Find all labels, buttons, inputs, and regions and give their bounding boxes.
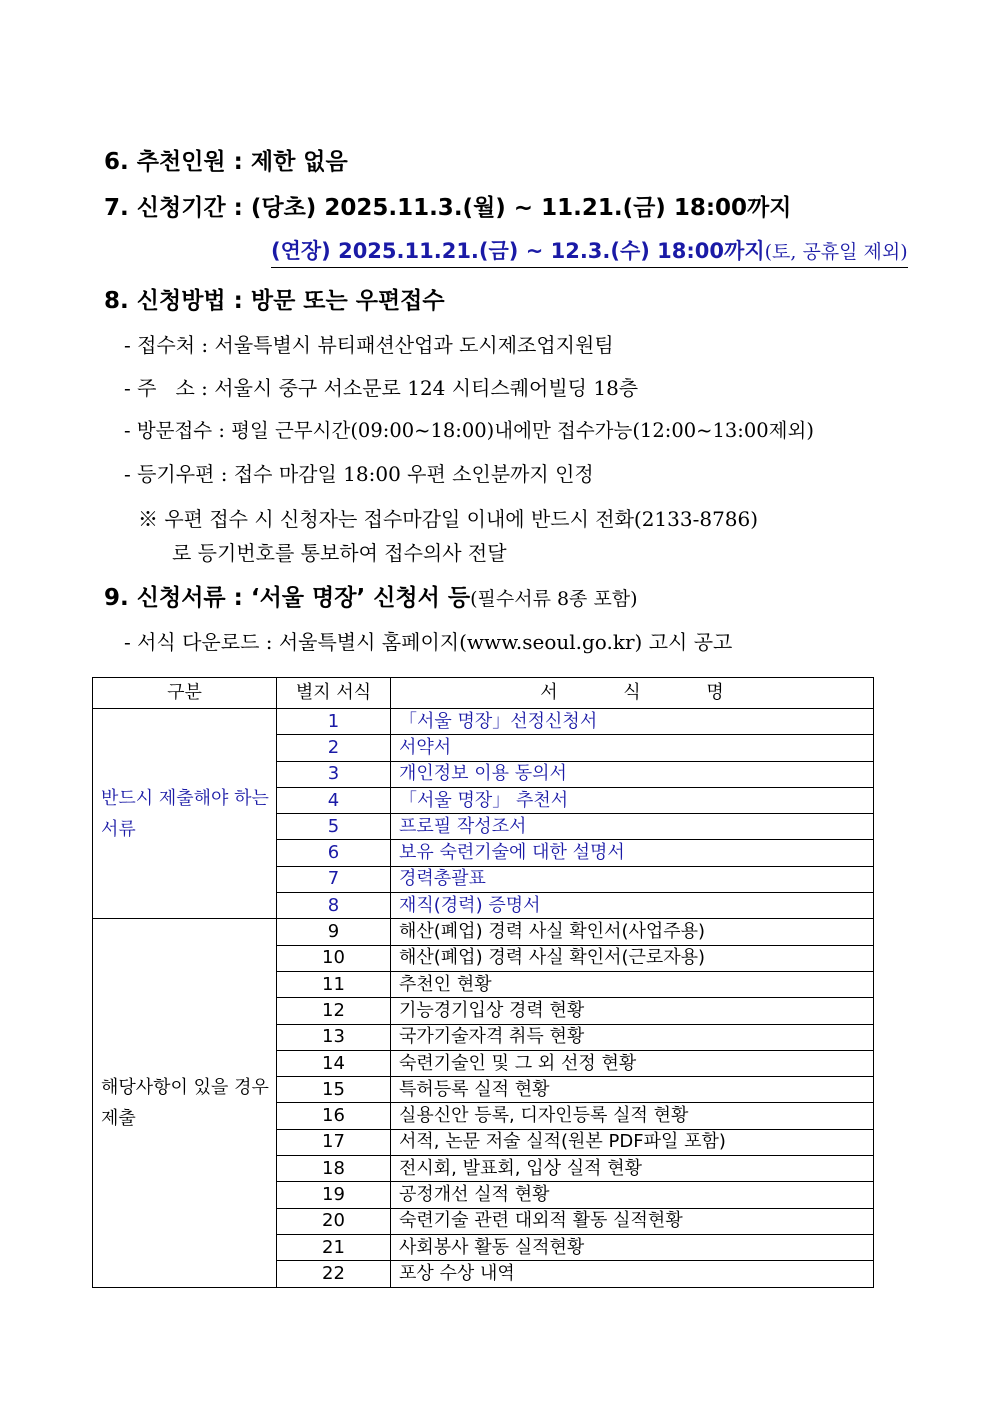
form-number-cell: 6 <box>277 840 391 866</box>
form-name-cell: 보유 숙련기술에 대한 설명서 <box>391 840 874 866</box>
form-number-cell: 12 <box>277 998 391 1024</box>
section-8-title: 신청방법 : 방문 또는 우편접수 <box>136 288 445 314</box>
header-form-number: 별지 서식 <box>277 678 391 709</box>
form-number-cell: 21 <box>277 1234 391 1260</box>
extension-dates: (연장) 2025.11.21.(금) ~ 12.3.(수) 18:00까지 <box>271 239 765 263</box>
form-number-cell: 22 <box>277 1261 391 1287</box>
form-name-cell: 포상 수상 내역 <box>391 1261 874 1287</box>
form-number-cell: 11 <box>277 971 391 997</box>
form-name-cell: 국가기술자격 취득 현황 <box>391 1024 874 1050</box>
form-number-cell: 4 <box>277 787 391 813</box>
section-9-heading <box>104 584 638 613</box>
form-number-cell: 15 <box>277 1077 391 1103</box>
form-name-cell: 「서울 명장」 추천서 <box>391 787 874 813</box>
form-number-cell: 18 <box>277 1156 391 1182</box>
form-name-cell: 숙련기술 관련 대외적 활동 실적현황 <box>391 1208 874 1234</box>
section-7-number: 7. <box>104 195 129 221</box>
form-number-cell: 17 <box>277 1129 391 1155</box>
form-name-cell: 해산(폐업) 경력 사실 확인서(근로자용) <box>391 945 874 971</box>
registered-mail: - 등기우편 : 접수 마감일 18:00 우편 소인분까지 인정 <box>124 462 594 486</box>
mail-note-line2: 로 등기번호를 통보하여 접수의사 전달 <box>172 541 507 565</box>
section-9-number: 9. <box>104 585 129 611</box>
form-name-cell: 경력총괄표 <box>391 866 874 892</box>
section-7-heading <box>104 194 791 222</box>
address: - 주 소 : 서울시 중구 서소문로 124 시티스퀘어빌딩 18층 <box>124 376 639 400</box>
form-name-cell: 개인정보 이용 동의서 <box>391 761 874 787</box>
form-name-cell: 전시회, 발표회, 입상 실적 현황 <box>391 1156 874 1182</box>
form-number-cell: 3 <box>277 761 391 787</box>
form-name-cell: 서적, 논문 저술 실적(원본 PDF파일 포함) <box>391 1129 874 1155</box>
form-name-cell: 해산(폐업) 경력 사실 확인서(사업주용) <box>391 919 874 945</box>
period-extension <box>271 237 908 268</box>
section-8-heading <box>104 287 445 315</box>
table-body <box>93 709 874 1288</box>
receipt-place: - 접수처 : 서울특별시 뷰티패션산업과 도시제조업지원팀 <box>124 333 614 357</box>
visit-receipt: - 방문접수 : 평일 근무시간(09:00~18:00)내에만 접수가능(12:00~13:00제외) <box>124 419 814 442</box>
category-cell: 반드시 제출해야 하는 서류 <box>93 709 277 919</box>
section-9-note: (필수서류 8종 포함) <box>470 588 638 610</box>
form-name-cell: 서약서 <box>391 735 874 761</box>
extension-note: (토, 공휴일 제외) <box>764 241 908 263</box>
form-download: - 서식 다운로드 : 서울특별시 홈페이지(www.seoul.go.kr) 고시 공고 <box>124 630 733 654</box>
form-name-cell: 숙련기술인 및 그 외 선정 현황 <box>391 1050 874 1076</box>
section-7-title: 신청기간 : (당초) 2025.11.3.(월) ~ 11.21.(금) 18:00까지 <box>136 195 792 221</box>
header-form-name: 서 식 명 <box>391 678 874 709</box>
form-number-cell: 10 <box>277 945 391 971</box>
form-name-cell: 실용신안 등록, 디자인등록 실적 현황 <box>391 1103 874 1129</box>
section-6-number: 6. <box>104 149 129 175</box>
form-name-cell: 사회봉사 활동 실적현황 <box>391 1234 874 1260</box>
form-number-cell: 8 <box>277 893 391 919</box>
section-9-title: 신청서류 : ‘서울 명장’ 신청서 등 <box>136 585 471 611</box>
section-6-heading <box>104 148 348 176</box>
section-6-title: 추천인원 : 제한 없음 <box>136 149 348 175</box>
header-category: 구분 <box>93 678 277 709</box>
form-number-cell: 2 <box>277 735 391 761</box>
form-name-cell: 재직(경력) 증명서 <box>391 893 874 919</box>
form-number-cell: 13 <box>277 1024 391 1050</box>
mail-note-line1: ※ 우편 접수 시 신청자는 접수마감일 이내에 반드시 전화(2133-8786) <box>138 507 759 531</box>
form-name-cell: 공정개선 실적 현황 <box>391 1182 874 1208</box>
forms-table <box>92 677 874 1288</box>
form-number-cell: 9 <box>277 919 391 945</box>
form-name-cell: 「서울 명장」선정신청서 <box>391 709 874 735</box>
section-8-number: 8. <box>104 288 129 314</box>
table-row <box>93 919 874 945</box>
table-header-row <box>93 678 874 709</box>
form-number-cell: 14 <box>277 1050 391 1076</box>
table-row <box>93 709 874 735</box>
form-number-cell: 1 <box>277 709 391 735</box>
form-name-cell: 추천인 현황 <box>391 971 874 997</box>
form-number-cell: 7 <box>277 866 391 892</box>
form-number-cell: 19 <box>277 1182 391 1208</box>
form-number-cell: 20 <box>277 1208 391 1234</box>
form-name-cell: 기능경기입상 경력 현황 <box>391 998 874 1024</box>
form-number-cell: 5 <box>277 814 391 840</box>
form-name-cell: 특허등록 실적 현황 <box>391 1077 874 1103</box>
form-number-cell: 16 <box>277 1103 391 1129</box>
category-cell: 해당사항이 있을 경우 제출 <box>93 919 277 1287</box>
form-name-cell: 프로필 작성조서 <box>391 814 874 840</box>
